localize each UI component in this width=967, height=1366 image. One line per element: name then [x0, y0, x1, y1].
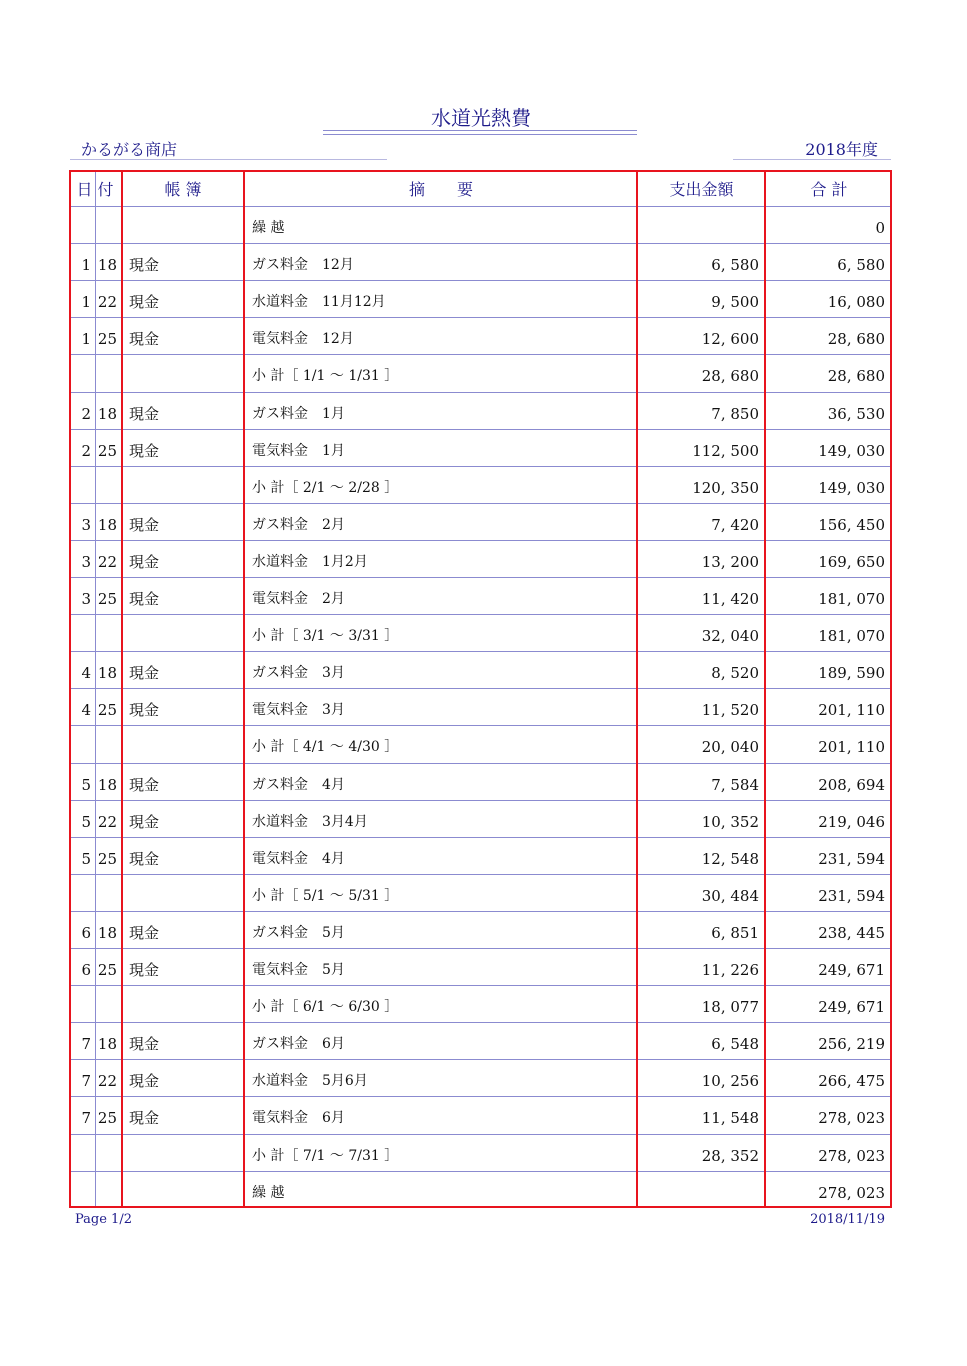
row-day: 18 [97, 775, 117, 794]
row-description: 小 計［ 7/1 ～ 7/31 ］ [252, 1147, 399, 1164]
row-total: 28, 680 [827, 367, 885, 386]
row-amount: 7, 850 [711, 404, 759, 423]
row-total: 266, 475 [818, 1072, 885, 1091]
row-amount: 32, 040 [701, 627, 759, 646]
row-amount: 120, 350 [692, 478, 759, 497]
document-title: 水道光熱費 [431, 106, 531, 130]
row-amount: 11, 520 [701, 701, 759, 720]
print-date: 2018/11/19 [810, 1212, 885, 1227]
row-total: 181, 070 [818, 627, 885, 646]
row-month: 6 [81, 961, 91, 979]
row-description: ガス料金 3月 [252, 665, 345, 682]
row-book: 現金 [129, 812, 160, 831]
row-day: 25 [97, 1109, 117, 1128]
row-total: 169, 650 [818, 552, 885, 571]
row-book: 現金 [129, 849, 160, 868]
row-description: 小 計［ 5/1 ～ 5/31 ］ [252, 887, 399, 904]
row-month: 7 [81, 1035, 91, 1054]
row-month: 6 [81, 923, 91, 942]
row-total: 36, 530 [827, 404, 885, 423]
title-underline-bottom [323, 134, 637, 135]
row-amount: 10, 352 [701, 812, 759, 831]
row-book: 現金 [129, 293, 160, 312]
row-total: 201, 110 [818, 701, 885, 720]
row-description: 水道料金 11月12月 [252, 294, 386, 311]
row-description: 電気料金 2月 [252, 591, 345, 607]
row-total: 278, 023 [818, 1109, 885, 1128]
row-month: 1 [81, 330, 91, 349]
row-amount: 28, 680 [701, 367, 759, 386]
row-description: 電気料金 1月 [252, 442, 345, 459]
table-frame [69, 170, 892, 1208]
row-description: ガス料金 2月 [252, 516, 345, 533]
row-month: 4 [81, 701, 91, 720]
row-day: 18 [97, 923, 117, 942]
row-description: ガス料金 5月 [252, 924, 345, 941]
row-amount: 10, 256 [701, 1072, 759, 1091]
row-month: 1 [81, 293, 91, 312]
row-total: 249, 671 [818, 961, 885, 979]
row-book: 現金 [129, 404, 160, 423]
row-description: 繰 越 [252, 1184, 285, 1201]
row-description: 繰 越 [252, 220, 285, 236]
row-month: 1 [81, 256, 91, 275]
row-total: 231, 594 [818, 886, 885, 905]
row-amount: 8, 520 [711, 664, 759, 683]
row-amount: 28, 352 [701, 1146, 759, 1165]
row-description: 電気料金 6月 [252, 1110, 345, 1127]
row-description: 電気料金 12月 [252, 331, 354, 348]
row-day: 22 [97, 552, 117, 571]
row-description: 小 計［ 1/1 ～ 1/31 ］ [252, 368, 399, 385]
header-date: 日 付 [76, 180, 114, 199]
row-day: 25 [97, 961, 117, 979]
row-total: 231, 594 [818, 849, 885, 868]
row-amount: 12, 600 [701, 330, 759, 349]
row-total: 278, 023 [818, 1183, 885, 1202]
row-book: 現金 [129, 961, 160, 979]
header-amount: 支出金額 [669, 180, 734, 199]
row-total: 156, 450 [818, 515, 885, 534]
row-month: 3 [81, 515, 91, 534]
row-book: 現金 [129, 1109, 160, 1128]
row-description: 水道料金 5月6月 [252, 1073, 368, 1090]
row-amount: 11, 420 [701, 590, 759, 608]
row-description: ガス料金 12月 [252, 257, 354, 274]
row-total: 219, 046 [818, 812, 885, 831]
row-amount: 30, 484 [701, 886, 759, 905]
row-amount: 7, 420 [711, 515, 759, 534]
page-number: Page 1/2 [75, 1212, 132, 1227]
row-month: 3 [81, 552, 91, 571]
row-book: 現金 [129, 664, 160, 683]
row-description: 電気料金 4月 [252, 850, 345, 867]
row-amount: 20, 040 [701, 738, 759, 757]
row-total: 208, 694 [818, 775, 885, 794]
row-total: 201, 110 [818, 738, 885, 757]
row-amount: 18, 077 [701, 998, 759, 1017]
row-total: 249, 671 [818, 998, 885, 1017]
row-day: 22 [97, 812, 117, 831]
row-description: 小 計［ 4/1 ～ 4/30 ］ [252, 739, 399, 756]
row-total: 0 [875, 219, 885, 237]
row-month: 4 [81, 664, 91, 683]
row-book: 現金 [129, 775, 160, 794]
row-book: 現金 [129, 441, 160, 460]
row-amount: 12, 548 [701, 849, 759, 868]
row-amount: 11, 548 [701, 1109, 759, 1128]
shop-name: かるがる商店 [81, 140, 178, 159]
row-month: 7 [81, 1072, 91, 1091]
row-description: 小 計［ 2/1 ～ 2/28 ］ [252, 479, 399, 496]
row-book: 現金 [129, 330, 160, 349]
row-day: 18 [97, 664, 117, 683]
row-day: 25 [97, 441, 117, 460]
fiscal-year: 2018年度 [805, 140, 878, 159]
row-day: 18 [97, 404, 117, 423]
row-description: 小 計［ 6/1 ～ 6/30 ］ [252, 999, 399, 1016]
row-amount: 112, 500 [692, 441, 759, 460]
row-book: 現金 [129, 552, 160, 571]
row-month: 2 [81, 404, 91, 423]
row-month: 5 [81, 812, 91, 831]
row-month: 5 [81, 849, 91, 868]
row-book: 現金 [129, 1035, 160, 1054]
row-day: 25 [97, 849, 117, 868]
row-description: ガス料金 1月 [252, 405, 345, 422]
row-total: 238, 445 [818, 923, 885, 942]
row-amount: 13, 200 [701, 552, 759, 571]
title-underline-top [323, 130, 637, 131]
row-total: 278, 023 [818, 1146, 885, 1165]
row-description: 小 計［ 3/1 ～ 3/31 ］ [252, 628, 399, 645]
row-total: 149, 030 [818, 441, 885, 460]
row-amount: 6, 580 [711, 256, 759, 275]
shop-underline [70, 159, 387, 160]
row-day: 25 [97, 330, 117, 349]
row-month: 2 [81, 441, 91, 460]
row-book: 現金 [129, 923, 160, 942]
row-total: 189, 590 [818, 664, 885, 683]
row-amount: 6, 851 [711, 923, 759, 942]
header-description: 摘 要 [408, 180, 473, 199]
row-day: 25 [97, 701, 117, 720]
row-book: 現金 [129, 515, 160, 534]
ledger-table [69, 170, 892, 1208]
row-total: 181, 070 [818, 590, 885, 608]
row-month: 7 [81, 1109, 91, 1128]
row-total: 28, 680 [827, 330, 885, 349]
row-day: 22 [97, 1072, 117, 1091]
row-month: 3 [81, 590, 91, 608]
row-book: 現金 [129, 590, 160, 608]
row-day: 22 [97, 293, 117, 312]
row-book: 現金 [129, 701, 160, 720]
row-total: 149, 030 [818, 478, 885, 497]
row-amount: 6, 548 [711, 1035, 759, 1054]
row-description: 電気料金 5月 [252, 962, 345, 978]
row-description: ガス料金 4月 [252, 776, 345, 793]
row-book: 現金 [129, 1072, 160, 1091]
row-amount: 9, 500 [711, 293, 759, 312]
row-description: ガス料金 6月 [252, 1036, 345, 1053]
row-description: 水道料金 1月2月 [252, 553, 368, 570]
row-amount: 11, 226 [701, 961, 759, 979]
header-book: 帳 簿 [164, 180, 202, 199]
header-total: 合 計 [810, 180, 848, 199]
year-underline [733, 159, 891, 160]
row-day: 25 [97, 590, 117, 608]
row-amount: 7, 584 [711, 775, 759, 794]
row-day: 18 [97, 256, 117, 275]
row-total: 16, 080 [827, 293, 885, 312]
row-day: 18 [97, 515, 117, 534]
row-month: 5 [81, 775, 91, 794]
row-description: 電気料金 3月 [252, 702, 345, 719]
row-book: 現金 [129, 256, 160, 275]
row-description: 水道料金 3月4月 [252, 813, 368, 830]
row-total: 6, 580 [837, 256, 885, 275]
row-day: 18 [97, 1035, 117, 1054]
row-total: 256, 219 [818, 1035, 885, 1054]
